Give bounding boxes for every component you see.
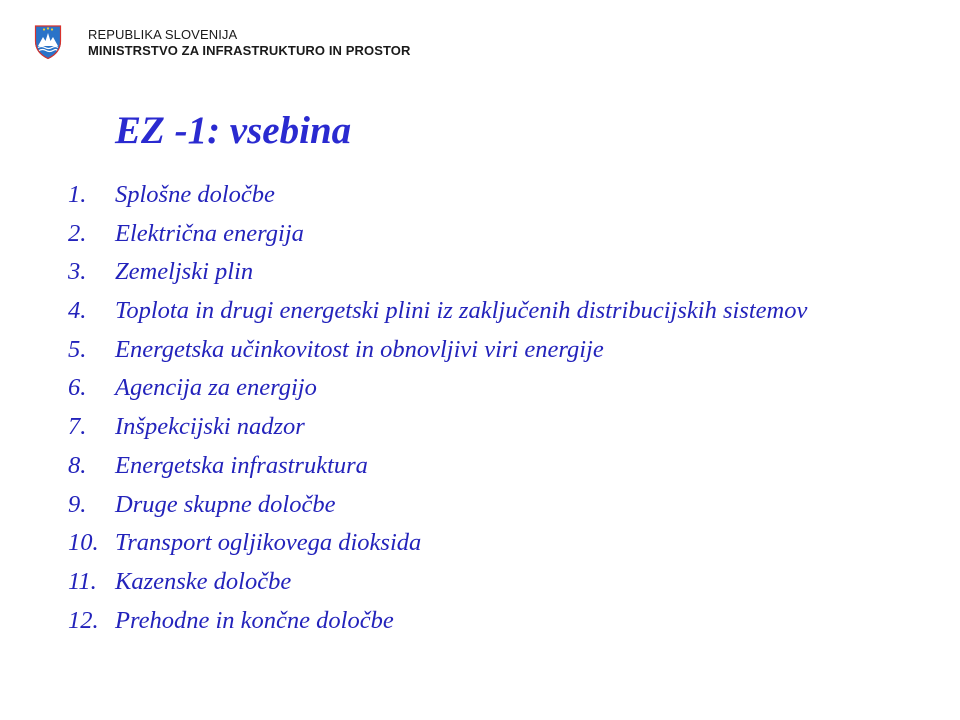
list-item-text: Kazenske določbe: [115, 567, 292, 595]
list-item-text: Zemeljski plin: [115, 258, 254, 286]
list-item-number: 9.: [68, 490, 87, 518]
list-item-text: Prehodne in končne določbe: [115, 606, 394, 634]
list-item-number: 2.: [68, 219, 87, 247]
list-item: [68, 567, 928, 597]
list-item: [68, 373, 928, 403]
list-item-number: 4.: [68, 297, 87, 325]
list-item: [68, 606, 928, 636]
list-item: [68, 219, 928, 249]
list-item-text: Transport ogljikovega dioksida: [115, 529, 422, 557]
list-item: [68, 528, 928, 558]
list-item-text: Druge skupne določbe: [115, 490, 336, 518]
list-item-number: 10.: [68, 529, 99, 557]
list-item: [68, 257, 928, 287]
list-item-number: 5.: [68, 335, 87, 363]
list-item-number: 11.: [68, 567, 97, 595]
list-item-number: 6.: [68, 374, 87, 402]
list-item-text: Inšpekcijski nadzor: [115, 413, 305, 441]
list-item: [68, 296, 928, 326]
list-item: [68, 180, 928, 210]
republic-name: REPUBLIKA SLOVENIJA: [88, 27, 238, 42]
list-item-number: 12.: [68, 606, 99, 634]
list-item-number: 8.: [68, 451, 87, 479]
list-item-text: Agencija za energijo: [115, 374, 317, 402]
list-item: [68, 335, 928, 365]
list-item-text: Energetska učinkovitost in obnovljivi viri energije: [115, 335, 604, 363]
list-item-text: Energetska infrastruktura: [115, 451, 368, 479]
list-item-number: 1.: [68, 181, 87, 208]
list-item: [68, 412, 928, 442]
ministry-name: [88, 27, 411, 59]
list-item: [68, 451, 928, 481]
list-item-text: Toplota in drugi energetski plini iz zaključenih distribucijskih sistemov: [115, 297, 808, 325]
list-item-number: 7.: [68, 413, 87, 441]
ministry-title: MINISTRSTVO ZA INFRASTRUKTURO IN PROSTOR: [88, 43, 411, 58]
coat-of-arms-icon: [34, 24, 62, 60]
list-item-text: Splošne določbe: [115, 181, 275, 208]
list-item: [68, 490, 928, 520]
list-item-number: 3.: [68, 258, 87, 286]
contents-list: [68, 180, 928, 644]
list-item-text: Električna energija: [115, 219, 304, 247]
slide-title: EZ -1: vsebina: [115, 109, 352, 152]
